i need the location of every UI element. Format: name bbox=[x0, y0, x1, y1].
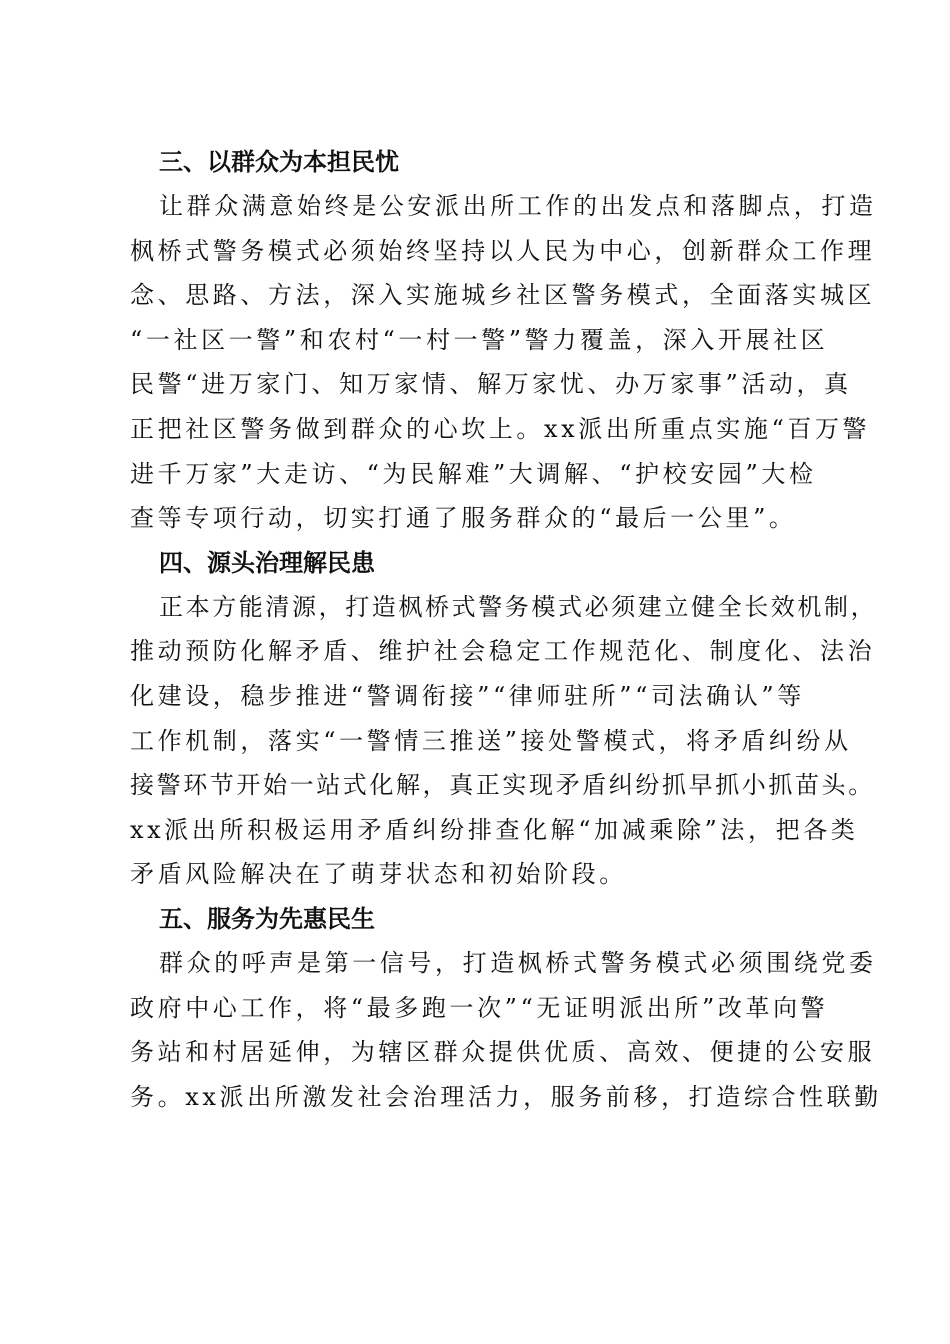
paragraph-line: 民警“进万家门、知万家情、解万家忧、办万家事”活动，真 bbox=[130, 370, 852, 399]
paragraph-line: 念、思路、方法，深入实施城乡社区警务模式，全面落实城区 bbox=[130, 281, 876, 310]
paragraph-line: 化建设，稳步推进“警调衔接”“律师驻所”“司法确认”等 bbox=[130, 681, 805, 710]
section-heading-5: 五、服务为先惠民生 bbox=[159, 904, 375, 933]
paragraph-line: 正本方能清源，打造枫桥式警务模式必须建立健全长效机制， bbox=[159, 592, 878, 621]
paragraph-line: 接警环节开始一站式化解，真正实现矛盾纠纷抓早抓小抓苗头。 bbox=[130, 771, 875, 800]
paragraph-line: 查等专项行动，切实打通了服务群众的“最后一公里”。 bbox=[130, 504, 797, 533]
paragraph-line: 正把社区警务做到群众的心坎上。xx派出所重点实施“百万警 bbox=[130, 414, 871, 443]
paragraph-line: 务站和村居延伸，为辖区群众提供优质、高效、便捷的公安服 bbox=[130, 1038, 876, 1067]
paragraph-line: 务。xx派出所激发社会治理活力，服务前移，打造综合性联勤 bbox=[130, 1082, 882, 1111]
paragraph-line: xx派出所积极运用矛盾纠纷排查化解“加减乘除”法，把各类 bbox=[130, 815, 859, 844]
paragraph-line: 让群众满意始终是公安派出所工作的出发点和落脚点，打造 bbox=[159, 192, 877, 220]
section-heading-4: 四、源头治理解民患 bbox=[159, 548, 375, 577]
paragraph-line: 枫桥式警务模式必须始终坚持以人民为中心，创新群众工作理 bbox=[130, 236, 876, 265]
document-page bbox=[130, 140, 882, 1119]
paragraph-line: “一社区一警”和农村“一村一警”警力覆盖，深入开展社区 bbox=[130, 325, 829, 354]
paragraph-line: 工作机制，落实“一警情三推送”接处警模式，将矛盾纠纷从 bbox=[130, 726, 852, 755]
paragraph-line: 群众的呼声是第一信号，打造枫桥式警务模式必须围绕党委 bbox=[159, 948, 877, 977]
paragraph-line: 矛盾风险解决在了萌芽状态和初始阶段。 bbox=[130, 860, 627, 889]
paragraph-line: 政府中心工作，将“最多跑一次”“无证明派出所”改革向警 bbox=[130, 993, 829, 1022]
section-heading-3: 三、以群众为本担民忧 bbox=[159, 148, 399, 176]
paragraph-line: 推动预防化解矛盾、维护社会稳定工作规范化、制度化、法治 bbox=[130, 637, 876, 666]
paragraph-line: 进千万家”大走访、“为民解难”大调解、“护校安园”大检 bbox=[130, 459, 817, 488]
